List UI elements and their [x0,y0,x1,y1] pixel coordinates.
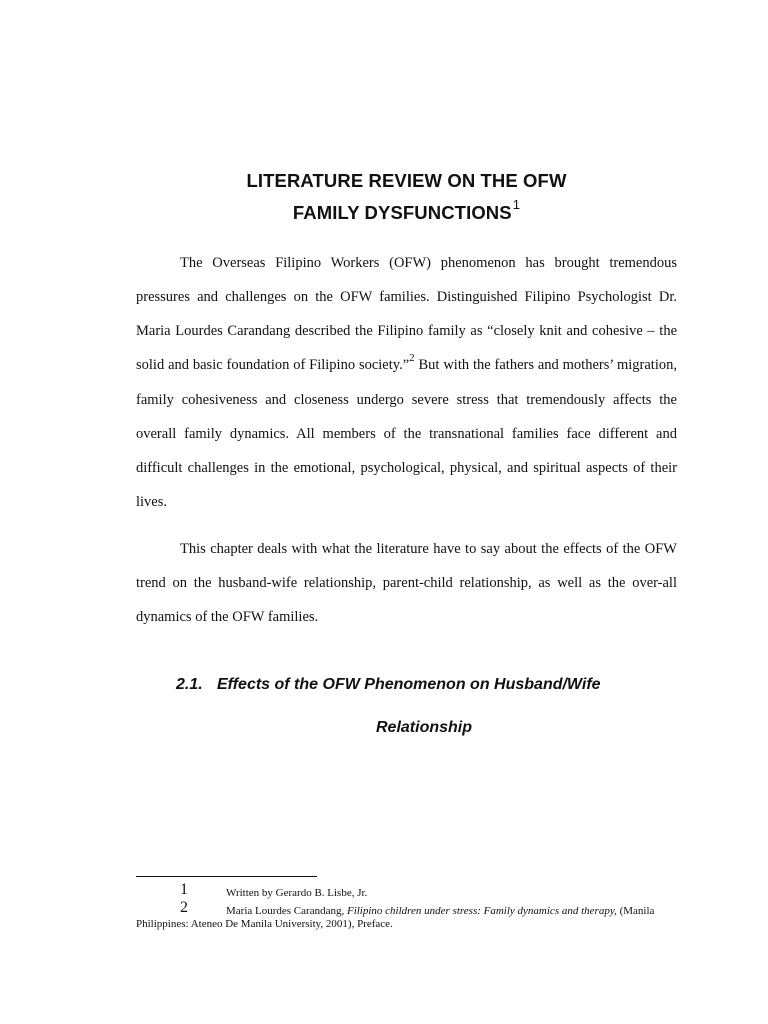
section-title: Effects of the OFW Phenomenon on Husband/Wife [217,676,601,693]
section-number: 2.1. [176,676,203,693]
footnote-2-author: Maria Lourdes Carandang, [226,905,347,917]
document-title-line-1 [136,170,677,192]
footnote-2-number: 2 [180,899,188,916]
title-footnote-ref[interactable]: 1 [512,197,521,212]
footnote-2-book-title: Filipino children under stress: Family dynamics and therapy, [346,905,617,917]
intro-text-part-2: But with the fathers and mothers’ migration, family cohesiveness and closeness undergo severe stress that tremendously affects the overall family dynamics. All members of the transnational families face different and difficult challenges in the emotional, psychological, physical, and spiritual aspects of their lives. [136,357,677,510]
section-title-continued: Relationship [376,719,473,736]
chapter-scope-paragraph [136,532,677,634]
document-title-line-2 [136,197,677,224]
chapter-scope-text: This chapter deals with what the literature have to say about the effects of the OFW trend on the husband-wife relationship, parent-child relationship, as well as the over-all dynamics of the OFW families. [136,541,677,625]
section-heading [176,676,601,694]
footnote-2-text [136,899,677,931]
title-text-2: FAMILY DYSFUNCTIONS [292,202,512,224]
footnote-1-number: 1 [180,881,188,898]
intro-text-part-1: The Overseas Filipino Workers (OFW) phenomenon has brought tremendous pressures and challenges on the OFW families. Distinguished Filipino Psychologist Dr. Maria Lourdes Carandang described the Filipino family as “closely knit and cohesive – the solid and basic foundation of Filipino society.” [136,255,677,373]
footnote-divider [136,876,317,877]
title-text-1: LITERATURE REVIEW ON THE OFW [246,170,567,191]
intro-paragraph [136,246,677,519]
footnote-2 [136,899,677,931]
intro-footnote-ref[interactable]: 2 [409,352,415,364]
footnote-2-publication: (Manila Philippines: Ateneo De Manila University, 2001), Preface. [136,905,655,930]
footnote-1-text: Written by Gerardo B. Lisbe, Jr. [226,887,368,899]
